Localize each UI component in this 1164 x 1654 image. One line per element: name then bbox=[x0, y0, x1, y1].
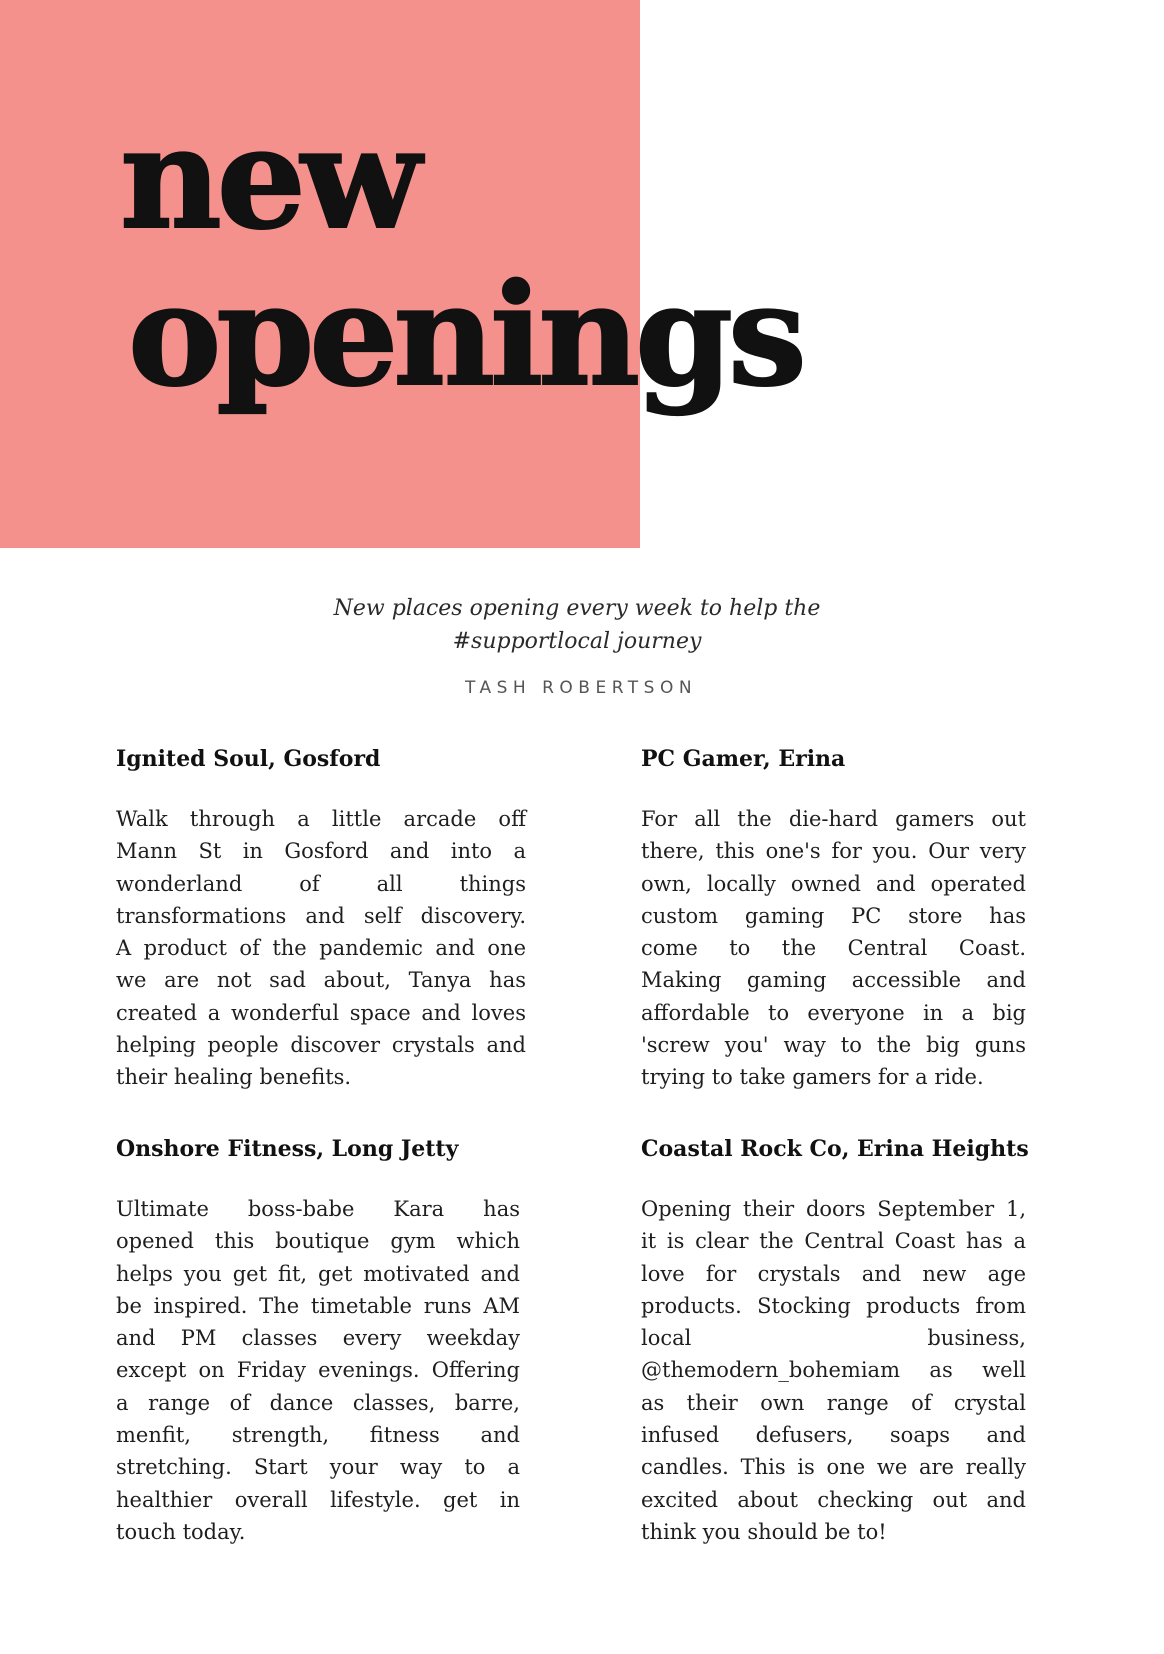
body-line: A product of the pandemic and one bbox=[116, 936, 526, 961]
article-body bbox=[116, 1193, 520, 1548]
body-line: healthier overall lifestyle. get in bbox=[116, 1487, 520, 1512]
body-line: 'screw you' way to the big guns bbox=[641, 1033, 1026, 1058]
body-line: touch today. bbox=[116, 1519, 246, 1544]
body-line: think you should be to! bbox=[641, 1519, 887, 1544]
article-coastal-rock-co bbox=[641, 1135, 1029, 1548]
article-pc-gamer bbox=[641, 745, 1026, 1094]
body-line: opened this boutique gym which bbox=[116, 1229, 520, 1254]
body-line: helps you get fit, get motivated and bbox=[116, 1261, 520, 1286]
body-line: products. Stocking products from bbox=[641, 1293, 1026, 1318]
body-line: Mann St in Gosford and into a bbox=[116, 839, 526, 864]
body-line: be inspired. The timetable runs AM bbox=[116, 1293, 520, 1318]
article-onshore-fitness bbox=[116, 1135, 520, 1548]
body-line: Opening their doors September 1, bbox=[641, 1197, 1026, 1221]
article-ignited-soul bbox=[116, 745, 526, 1094]
body-line: come to the Central Coast. bbox=[641, 936, 1026, 961]
body-line: we are not sad about, Tanya has bbox=[116, 968, 526, 993]
body-line: wonderland of all things bbox=[116, 871, 526, 896]
body-line: @themodern_bohemiam as well bbox=[641, 1358, 1026, 1383]
body-line: as their own range of crystal bbox=[641, 1390, 1026, 1415]
body-line: and PM classes every weekday bbox=[116, 1326, 520, 1351]
article-heading: Onshore Fitness, Long Jetty bbox=[116, 1136, 459, 1162]
body-line: Walk through a little arcade off bbox=[116, 807, 526, 831]
body-line: own, locally owned and operated bbox=[641, 871, 1026, 896]
body-line: stretching. Start your way to a bbox=[116, 1455, 520, 1480]
body-line: For all the die-hard gamers out bbox=[641, 807, 1026, 831]
body-line: candles. This is one we are really bbox=[641, 1455, 1026, 1480]
subtitle-line-1: New places opening every week to help the bbox=[333, 596, 821, 621]
body-line: menfit, strength, fitness and bbox=[116, 1423, 520, 1448]
body-line: there, this one's for you. Our very bbox=[641, 839, 1026, 864]
body-line: created a wonderful space and loves bbox=[116, 1000, 526, 1025]
body-line: affordable to everyone in a big bbox=[641, 1000, 1026, 1025]
body-line: trying to take gamers for a ride. bbox=[641, 1065, 984, 1090]
body-line: a range of dance classes, barre, bbox=[116, 1390, 520, 1415]
body-line: love for crystals and new age bbox=[641, 1261, 1026, 1286]
article-body bbox=[116, 803, 526, 1094]
subtitle-line-2: #supportlocal journey bbox=[452, 629, 702, 654]
body-line: excited about checking out and bbox=[641, 1487, 1026, 1512]
headline-line-2: openings bbox=[128, 254, 802, 418]
body-line: local business, bbox=[641, 1326, 1026, 1351]
body-line: transformations and self discovery. bbox=[116, 903, 526, 928]
author-byline: TASH ROBERTSON bbox=[464, 678, 698, 698]
article-heading: Ignited Soul, Gosford bbox=[116, 746, 381, 772]
body-line: it is clear the Central Coast has a bbox=[641, 1229, 1026, 1254]
article-body bbox=[641, 1193, 1026, 1548]
body-line: custom gaming PC store has bbox=[641, 903, 1026, 928]
article-heading: PC Gamer, Erina bbox=[641, 746, 846, 772]
headline-line-1: new bbox=[120, 97, 417, 261]
article-body bbox=[641, 803, 1026, 1094]
body-line: Ultimate boss-babe Kara has bbox=[116, 1197, 520, 1221]
subtitle bbox=[0, 592, 1154, 658]
body-line: helping people discover crystals and bbox=[116, 1033, 526, 1058]
body-line: infused defusers, soaps and bbox=[641, 1423, 1026, 1448]
body-line: their healing benefits. bbox=[116, 1065, 352, 1090]
article-heading: Coastal Rock Co, Erina Heights bbox=[641, 1136, 1029, 1162]
body-line: Making gaming accessible and bbox=[641, 968, 1026, 993]
body-line: except on Friday evenings. Offering bbox=[116, 1358, 520, 1383]
